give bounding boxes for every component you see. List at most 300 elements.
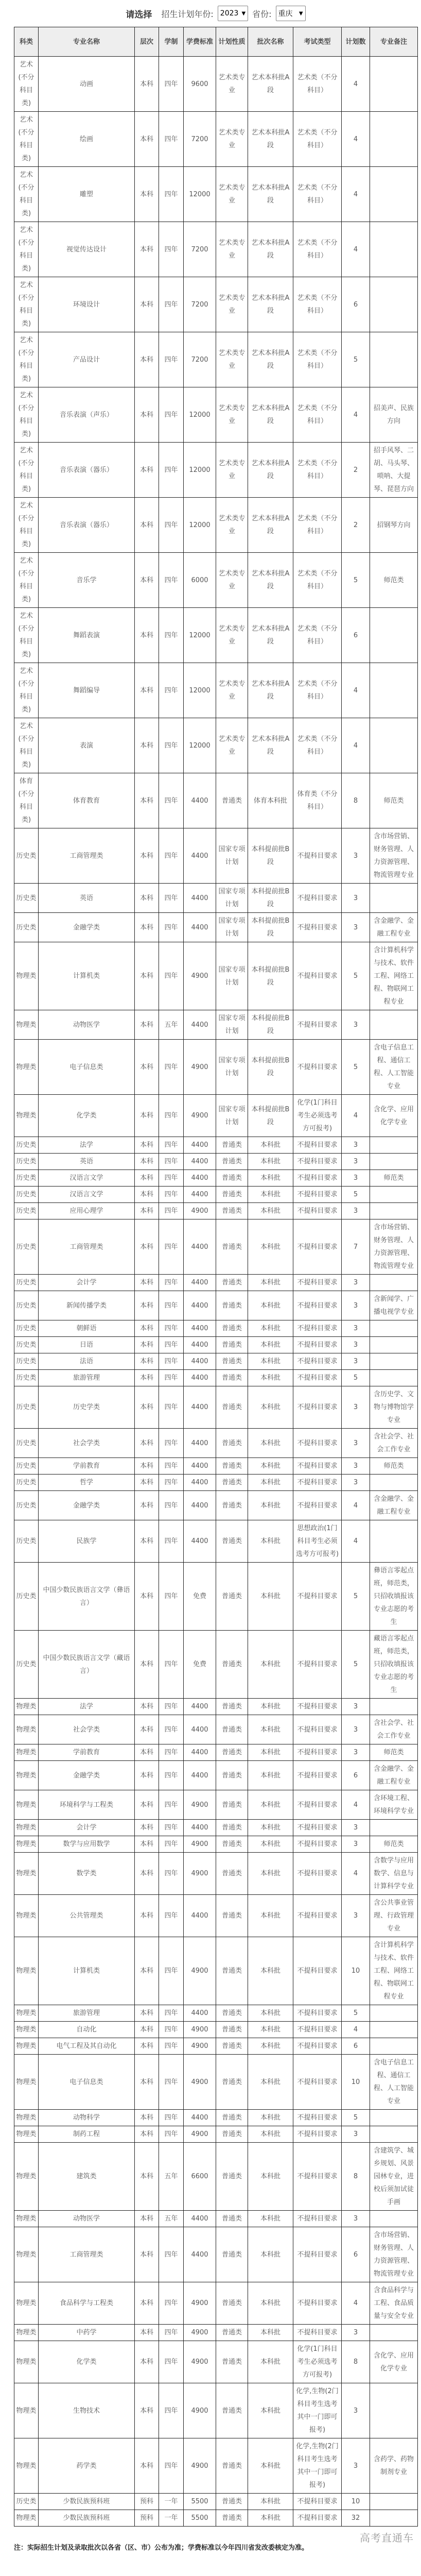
column-header-remark: 专业备注 bbox=[370, 27, 418, 57]
cell-plan-type: 普通类 bbox=[216, 2038, 248, 2055]
cell-plan-type: 普通类 bbox=[216, 1836, 248, 1853]
cell-remark bbox=[370, 2325, 418, 2341]
cell-exam-type: 艺术类（不分科目） bbox=[293, 57, 342, 112]
cell-exam-type: 不提科目要求 bbox=[293, 1563, 342, 1631]
cell-plan-type: 普通类 bbox=[216, 2126, 248, 2143]
column-header-batch: 批次名称 bbox=[248, 27, 293, 57]
table-row bbox=[14, 2126, 418, 2143]
cell-category: 历史类 bbox=[14, 1370, 39, 1386]
cell-plan-type: 普通类 bbox=[216, 1491, 248, 1520]
cell-category: 物理类 bbox=[14, 2341, 39, 2383]
cell-level: 本科 bbox=[135, 1790, 159, 1820]
cell-category: 历史类 bbox=[14, 1458, 39, 1475]
cell-plan-count: 5 bbox=[342, 1187, 370, 1203]
cell-exam-type: 不提科目要求 bbox=[293, 1291, 342, 1320]
table-row bbox=[14, 1475, 418, 1491]
table-row bbox=[14, 718, 418, 773]
cell-plan-type: 普通类 bbox=[216, 1219, 248, 1275]
cell-level: 本科 bbox=[135, 1836, 159, 1853]
cell-plan-count: 3 bbox=[342, 1353, 370, 1370]
cell-level: 本科 bbox=[135, 443, 159, 498]
cell-batch: 本科批 bbox=[248, 1520, 293, 1563]
cell-duration: 四年 bbox=[159, 942, 184, 1010]
cell-exam-type: 艺术类（不分科目） bbox=[293, 277, 342, 332]
column-header-major-name: 专业名称 bbox=[39, 27, 135, 57]
cell-category: 物理类 bbox=[14, 2143, 39, 2211]
cell-level: 本科 bbox=[135, 222, 159, 277]
cell-category: 艺术(不分科目类) bbox=[14, 222, 39, 277]
table-row bbox=[14, 1040, 418, 1095]
cell-major-name: 计算机类 bbox=[39, 942, 135, 1010]
cell-major-name: 中国少数民族语言文学（藏语言） bbox=[39, 1631, 135, 1699]
cell-remark bbox=[370, 1010, 418, 1040]
cell-remark bbox=[370, 2510, 418, 2527]
cell-duration: 四年 bbox=[159, 1187, 184, 1203]
table-row bbox=[14, 1095, 418, 1137]
cell-tuition: 4900 bbox=[184, 1836, 216, 1853]
cell-major-name: 动物医学 bbox=[39, 1010, 135, 1040]
cell-exam-type: 不提科目要求 bbox=[293, 1458, 342, 1475]
cell-batch: 艺术本科批A段 bbox=[248, 608, 293, 663]
cell-tuition: 4900 bbox=[184, 2055, 216, 2110]
cell-exam-type: 艺术类（不分科目） bbox=[293, 112, 342, 167]
cell-plan-type: 艺术类专业 bbox=[216, 277, 248, 332]
cell-exam-type: 不提科目要求 bbox=[293, 1386, 342, 1429]
cell-duration: 四年 bbox=[159, 2282, 184, 2325]
cell-remark: 含市场营销、财务管理、人力资源管理、物流管理专业 bbox=[370, 2227, 418, 2282]
cell-exam-type: 不提科目要求 bbox=[293, 1937, 342, 2005]
cell-batch: 本科批 bbox=[248, 1429, 293, 1458]
column-header-category: 科类 bbox=[14, 27, 39, 57]
table-row bbox=[14, 1386, 418, 1429]
table-body bbox=[14, 57, 418, 2527]
cell-level: 本科 bbox=[135, 277, 159, 332]
cell-exam-type: 化学(1门科目考生必须选考方可报考) bbox=[293, 1095, 342, 1137]
cell-category: 历史类 bbox=[14, 2494, 39, 2510]
table-row bbox=[14, 57, 418, 112]
cell-plan-type: 艺术类专业 bbox=[216, 387, 248, 443]
cell-tuition: 4400 bbox=[184, 1895, 216, 1937]
table-row bbox=[14, 2022, 418, 2038]
cell-plan-count: 10 bbox=[342, 2494, 370, 2510]
cell-tuition: 4400 bbox=[184, 1715, 216, 1744]
cell-level: 本科 bbox=[135, 2143, 159, 2211]
cell-batch: 艺术本科批A段 bbox=[248, 387, 293, 443]
cell-tuition: 免费 bbox=[184, 1563, 216, 1631]
cell-duration: 四年 bbox=[159, 1170, 184, 1187]
cell-batch: 本科批 bbox=[248, 2325, 293, 2341]
cell-major-name: 中国少数民族语言文学（彝语言） bbox=[39, 1563, 135, 1631]
cell-plan-count: 3 bbox=[342, 1291, 370, 1320]
cell-batch: 本科批 bbox=[248, 1895, 293, 1937]
cell-category: 艺术(不分科目类) bbox=[14, 663, 39, 718]
column-header-plan-count: 计划数 bbox=[342, 27, 370, 57]
cell-plan-type: 普通类 bbox=[216, 1137, 248, 1154]
table-row bbox=[14, 2143, 418, 2211]
cell-major-name: 数学类 bbox=[39, 1853, 135, 1895]
cell-batch: 本科批 bbox=[248, 1370, 293, 1386]
cell-plan-count: 3 bbox=[342, 884, 370, 913]
cell-plan-type: 普通类 bbox=[216, 2211, 248, 2227]
cell-major-name: 音乐学 bbox=[39, 553, 135, 608]
cell-tuition: 6600 bbox=[184, 2143, 216, 2211]
table-row bbox=[14, 277, 418, 332]
cell-level: 本科 bbox=[135, 2438, 159, 2494]
cell-exam-type: 不提科目要求 bbox=[293, 1895, 342, 1937]
cell-category: 历史类 bbox=[14, 1187, 39, 1203]
cell-duration: 四年 bbox=[159, 2383, 184, 2438]
cell-level: 本科 bbox=[135, 1137, 159, 1154]
cell-plan-count: 4 bbox=[342, 1853, 370, 1895]
cell-plan-count: 3 bbox=[342, 1820, 370, 1836]
cell-duration: 四年 bbox=[159, 718, 184, 773]
cell-duration: 四年 bbox=[159, 1563, 184, 1631]
cell-category: 物理类 bbox=[14, 1715, 39, 1744]
cell-plan-type: 普通类 bbox=[216, 1370, 248, 1386]
cell-batch: 本科提前批B段 bbox=[248, 884, 293, 913]
cell-remark bbox=[370, 2005, 418, 2022]
cell-duration: 四年 bbox=[159, 1320, 184, 1337]
cell-major-name: 法学 bbox=[39, 1699, 135, 1715]
cell-tuition: 12000 bbox=[184, 443, 216, 498]
cell-duration: 四年 bbox=[159, 1429, 184, 1458]
cell-level: 本科 bbox=[135, 1475, 159, 1491]
cell-major-name: 新闻传播学类 bbox=[39, 1291, 135, 1320]
table-row bbox=[14, 1631, 418, 1699]
cell-tuition: 12000 bbox=[184, 608, 216, 663]
cell-category: 物理类 bbox=[14, 2005, 39, 2022]
cell-level: 本科 bbox=[135, 1170, 159, 1187]
cell-plan-type: 普通类 bbox=[216, 2494, 248, 2510]
cell-major-name: 动物科学 bbox=[39, 2110, 135, 2126]
cell-major-name: 电气工程及其自动化 bbox=[39, 2038, 135, 2055]
cell-plan-count: 3 bbox=[342, 2211, 370, 2227]
cell-major-name: 法语 bbox=[39, 1353, 135, 1370]
cell-tuition: 4400 bbox=[184, 1219, 216, 1275]
cell-remark: 含电子信息工程、通信工程、人工智能专业 bbox=[370, 2055, 418, 2110]
cell-plan-count: 3 bbox=[342, 1154, 370, 1170]
cell-batch: 本科批 bbox=[248, 1137, 293, 1154]
cell-duration: 四年 bbox=[159, 1095, 184, 1137]
cell-batch: 本科批 bbox=[248, 2055, 293, 2110]
cell-major-name: 数学与应用数学 bbox=[39, 1836, 135, 1853]
cell-plan-count: 4 bbox=[342, 663, 370, 718]
cell-tuition: 4400 bbox=[184, 913, 216, 942]
cell-plan-type: 普通类 bbox=[216, 1761, 248, 1790]
cell-duration: 四年 bbox=[159, 1715, 184, 1744]
cell-tuition: 4400 bbox=[184, 1475, 216, 1491]
cell-duration: 四年 bbox=[159, 2005, 184, 2022]
cell-plan-type: 普通类 bbox=[216, 1631, 248, 1699]
table-row bbox=[14, 1320, 418, 1337]
filter-bar bbox=[0, 0, 421, 27]
cell-batch: 艺术本科批A段 bbox=[248, 222, 293, 277]
cell-remark bbox=[370, 1203, 418, 1219]
year-label: 招生计划年份: bbox=[161, 9, 214, 19]
cell-duration: 四年 bbox=[159, 112, 184, 167]
cell-plan-count: 3 bbox=[342, 1275, 370, 1291]
cell-duration: 四年 bbox=[159, 2227, 184, 2282]
cell-level: 本科 bbox=[135, 828, 159, 884]
table-row bbox=[14, 1137, 418, 1154]
cell-category: 物理类 bbox=[14, 2438, 39, 2494]
column-header-level: 层次 bbox=[135, 27, 159, 57]
cell-level: 本科 bbox=[135, 498, 159, 553]
cell-level: 本科 bbox=[135, 553, 159, 608]
cell-plan-type: 普通类 bbox=[216, 1187, 248, 1203]
cell-batch: 本科批 bbox=[248, 2494, 293, 2510]
table-row bbox=[14, 1937, 418, 2005]
table-row bbox=[14, 1790, 418, 1820]
cell-major-name: 法学 bbox=[39, 1137, 135, 1154]
cell-plan-count: 4 bbox=[342, 1520, 370, 1563]
cell-remark: 师范类 bbox=[370, 1744, 418, 1761]
cell-plan-type: 普通类 bbox=[216, 1429, 248, 1458]
province-select[interactable] bbox=[276, 6, 306, 21]
table-row bbox=[14, 913, 418, 942]
cell-batch: 体育本科批 bbox=[248, 773, 293, 828]
cell-category: 物理类 bbox=[14, 1699, 39, 1715]
year-select[interactable] bbox=[218, 6, 248, 21]
cell-exam-type: 不提科目要求 bbox=[293, 884, 342, 913]
cell-plan-type: 国家专项计划 bbox=[216, 828, 248, 884]
cell-exam-type: 不提科目要求 bbox=[293, 2494, 342, 2510]
cell-exam-type: 思想政治(1门科目考生必须选考方可报考) bbox=[293, 1520, 342, 1563]
cell-remark: 师范类 bbox=[370, 553, 418, 608]
cell-tuition: 4400 bbox=[184, 2110, 216, 2126]
cell-category: 物理类 bbox=[14, 1040, 39, 1095]
cell-major-name: 汉语言文学 bbox=[39, 1170, 135, 1187]
cell-remark: 含公共事业管理、行政管理专业 bbox=[370, 1895, 418, 1937]
cell-category: 历史类 bbox=[14, 884, 39, 913]
cell-duration: 四年 bbox=[159, 608, 184, 663]
cell-tuition: 9600 bbox=[184, 57, 216, 112]
cell-remark bbox=[370, 2494, 418, 2510]
cell-category: 物理类 bbox=[14, 2110, 39, 2126]
cell-major-name: 金融学类 bbox=[39, 1491, 135, 1520]
table-row bbox=[14, 1563, 418, 1631]
table-row bbox=[14, 2110, 418, 2126]
cell-plan-count: 5 bbox=[342, 1631, 370, 1699]
cell-duration: 四年 bbox=[159, 2438, 184, 2494]
cell-duration: 四年 bbox=[159, 277, 184, 332]
cell-remark bbox=[370, 2126, 418, 2143]
cell-remark bbox=[370, 663, 418, 718]
cell-tuition: 4900 bbox=[184, 2438, 216, 2494]
table-row bbox=[14, 1820, 418, 1836]
cell-plan-count: 3 bbox=[342, 1895, 370, 1937]
cell-batch: 本科批 bbox=[248, 1337, 293, 1353]
table-row bbox=[14, 1853, 418, 1895]
cell-major-name: 中药学 bbox=[39, 2325, 135, 2341]
cell-tuition: 4400 bbox=[184, 1154, 216, 1170]
cell-duration: 四年 bbox=[159, 828, 184, 884]
cell-exam-type: 不提科目要求 bbox=[293, 942, 342, 1010]
cell-remark bbox=[370, 1520, 418, 1563]
cell-batch: 本科批 bbox=[248, 2227, 293, 2282]
cell-category: 历史类 bbox=[14, 1154, 39, 1170]
province-select-value: 重庆 bbox=[278, 10, 293, 18]
table-row bbox=[14, 2438, 418, 2494]
cell-plan-count: 8 bbox=[342, 773, 370, 828]
cell-remark: 含食品科学与工程、食品质量与安全专业 bbox=[370, 2282, 418, 2325]
cell-duration: 四年 bbox=[159, 1275, 184, 1291]
cell-remark: 师范类 bbox=[370, 773, 418, 828]
cell-remark bbox=[370, 1820, 418, 1836]
table-row bbox=[14, 1203, 418, 1219]
cell-major-name: 雕塑 bbox=[39, 167, 135, 222]
cell-remark: 含金融学、金融工程专业 bbox=[370, 1761, 418, 1790]
cell-category: 体育(不分科目类) bbox=[14, 773, 39, 828]
table-row bbox=[14, 2055, 418, 2110]
cell-duration: 四年 bbox=[159, 553, 184, 608]
cell-duration: 四年 bbox=[159, 1475, 184, 1491]
cell-category: 历史类 bbox=[14, 1429, 39, 1458]
cell-batch: 本科批 bbox=[248, 1170, 293, 1187]
column-header-exam-type: 考试类型 bbox=[293, 27, 342, 57]
cell-tuition: 4900 bbox=[184, 2126, 216, 2143]
cell-plan-count: 10 bbox=[342, 2055, 370, 2110]
cell-exam-type: 艺术类（不分科目） bbox=[293, 553, 342, 608]
cell-duration: 五年 bbox=[159, 2211, 184, 2227]
cell-duration: 四年 bbox=[159, 222, 184, 277]
cell-category: 艺术(不分科目类) bbox=[14, 387, 39, 443]
cell-tuition: 7200 bbox=[184, 112, 216, 167]
cell-major-name: 绘画 bbox=[39, 112, 135, 167]
cell-duration: 五年 bbox=[159, 2143, 184, 2211]
cell-tuition: 4400 bbox=[184, 1353, 216, 1370]
cell-tuition: 4900 bbox=[184, 1937, 216, 2005]
cell-batch: 本科批 bbox=[248, 1563, 293, 1631]
cell-remark: 师范类 bbox=[370, 1836, 418, 1853]
cell-category: 历史类 bbox=[14, 828, 39, 884]
column-header-duration: 学制 bbox=[159, 27, 184, 57]
cell-remark: 含市场营销、财务管理、人力资源管理、物流管理专业 bbox=[370, 828, 418, 884]
cell-plan-type: 国家专项计划 bbox=[216, 942, 248, 1010]
cell-exam-type: 不提科目要求 bbox=[293, 1836, 342, 1853]
cell-plan-type: 国家专项计划 bbox=[216, 1095, 248, 1137]
cell-plan-type: 国家专项计划 bbox=[216, 1010, 248, 1040]
cell-duration: 四年 bbox=[159, 1744, 184, 1761]
cell-exam-type: 艺术类（不分科目） bbox=[293, 498, 342, 553]
cell-remark bbox=[370, 1187, 418, 1203]
cell-category: 历史类 bbox=[14, 1203, 39, 1219]
cell-batch: 艺术本科批A段 bbox=[248, 167, 293, 222]
cell-exam-type: 艺术类（不分科目） bbox=[293, 443, 342, 498]
cell-major-name: 环境设计 bbox=[39, 277, 135, 332]
cell-plan-type: 艺术类专业 bbox=[216, 498, 248, 553]
cell-category: 艺术(不分科目类) bbox=[14, 57, 39, 112]
cell-remark: 含化学、应用化学专业 bbox=[370, 2341, 418, 2383]
cell-tuition: 4900 bbox=[184, 1853, 216, 1895]
cell-plan-count: 4 bbox=[342, 167, 370, 222]
cell-tuition: 4400 bbox=[184, 1520, 216, 1563]
table-row bbox=[14, 2211, 418, 2227]
cell-remark bbox=[370, 1137, 418, 1154]
cell-category: 物理类 bbox=[14, 1744, 39, 1761]
cell-batch: 本科批 bbox=[248, 1203, 293, 1219]
cell-major-name: 少数民族预科班 bbox=[39, 2510, 135, 2527]
cell-major-name: 视觉传达设计 bbox=[39, 222, 135, 277]
cell-level: 本科 bbox=[135, 1491, 159, 1520]
cell-tuition: 4400 bbox=[184, 1491, 216, 1520]
cell-exam-type: 不提科目要求 bbox=[293, 2510, 342, 2527]
cell-major-name: 化学类 bbox=[39, 2341, 135, 2383]
cell-duration: 四年 bbox=[159, 1491, 184, 1520]
cell-batch: 本科批 bbox=[248, 1219, 293, 1275]
cell-plan-count: 5 bbox=[342, 1040, 370, 1095]
cell-tuition: 4400 bbox=[184, 828, 216, 884]
cell-plan-count: 8 bbox=[342, 2341, 370, 2383]
cell-duration: 四年 bbox=[159, 2341, 184, 2383]
cell-category: 艺术(不分科目类) bbox=[14, 608, 39, 663]
cell-tuition: 免费 bbox=[184, 1631, 216, 1699]
cell-level: 本科 bbox=[135, 1458, 159, 1475]
cell-tuition: 4400 bbox=[184, 1820, 216, 1836]
cell-duration: 四年 bbox=[159, 1040, 184, 1095]
cell-major-name: 学前教育 bbox=[39, 1458, 135, 1475]
cell-plan-type: 普通类 bbox=[216, 1320, 248, 1337]
cell-plan-count: 6 bbox=[342, 1761, 370, 1790]
cell-level: 预科 bbox=[135, 2494, 159, 2510]
cell-exam-type: 不提科目要求 bbox=[293, 2325, 342, 2341]
cell-exam-type: 不提科目要求 bbox=[293, 1337, 342, 1353]
cell-plan-type: 普通类 bbox=[216, 1715, 248, 1744]
cell-level: 本科 bbox=[135, 913, 159, 942]
cell-plan-count: 3 bbox=[342, 828, 370, 884]
table-row bbox=[14, 1187, 418, 1203]
cell-major-name: 旅游管理 bbox=[39, 1370, 135, 1386]
cell-batch: 本科批 bbox=[248, 1458, 293, 1475]
cell-major-name: 体育教育 bbox=[39, 773, 135, 828]
cell-batch: 本科批 bbox=[248, 2438, 293, 2494]
cell-remark bbox=[370, 718, 418, 773]
cell-plan-type: 普通类 bbox=[216, 1790, 248, 1820]
cell-category: 艺术(不分科目类) bbox=[14, 277, 39, 332]
cell-plan-count: 3 bbox=[342, 1699, 370, 1715]
cell-duration: 五年 bbox=[159, 1010, 184, 1040]
cell-remark bbox=[370, 1320, 418, 1337]
cell-plan-type: 普通类 bbox=[216, 2282, 248, 2325]
cell-level: 本科 bbox=[135, 2341, 159, 2383]
cell-tuition: 7200 bbox=[184, 277, 216, 332]
cell-plan-type: 普通类 bbox=[216, 2325, 248, 2341]
cell-plan-type: 国家专项计划 bbox=[216, 913, 248, 942]
cell-exam-type: 不提科目要求 bbox=[293, 1203, 342, 1219]
column-header-plan-type: 计划性质 bbox=[216, 27, 248, 57]
cell-duration: 四年 bbox=[159, 2110, 184, 2126]
table-row bbox=[14, 498, 418, 553]
cell-plan-type: 普通类 bbox=[216, 1170, 248, 1187]
table-row bbox=[14, 1520, 418, 1563]
cell-remark bbox=[370, 1337, 418, 1353]
cell-level: 本科 bbox=[135, 608, 159, 663]
cell-remark bbox=[370, 332, 418, 387]
table-row bbox=[14, 1291, 418, 1320]
cell-major-name: 少数民族预科班 bbox=[39, 2494, 135, 2510]
cell-major-name: 日语 bbox=[39, 1337, 135, 1353]
cell-level: 本科 bbox=[135, 663, 159, 718]
table-header-row bbox=[14, 27, 418, 57]
cell-tuition: 4900 bbox=[184, 942, 216, 1010]
cell-plan-count: 4 bbox=[342, 112, 370, 167]
cell-plan-type: 艺术类专业 bbox=[216, 553, 248, 608]
cell-plan-count: 5 bbox=[342, 553, 370, 608]
cell-category: 物理类 bbox=[14, 2038, 39, 2055]
table-row bbox=[14, 112, 418, 167]
cell-duration: 四年 bbox=[159, 1895, 184, 1937]
cell-duration: 四年 bbox=[159, 1790, 184, 1820]
